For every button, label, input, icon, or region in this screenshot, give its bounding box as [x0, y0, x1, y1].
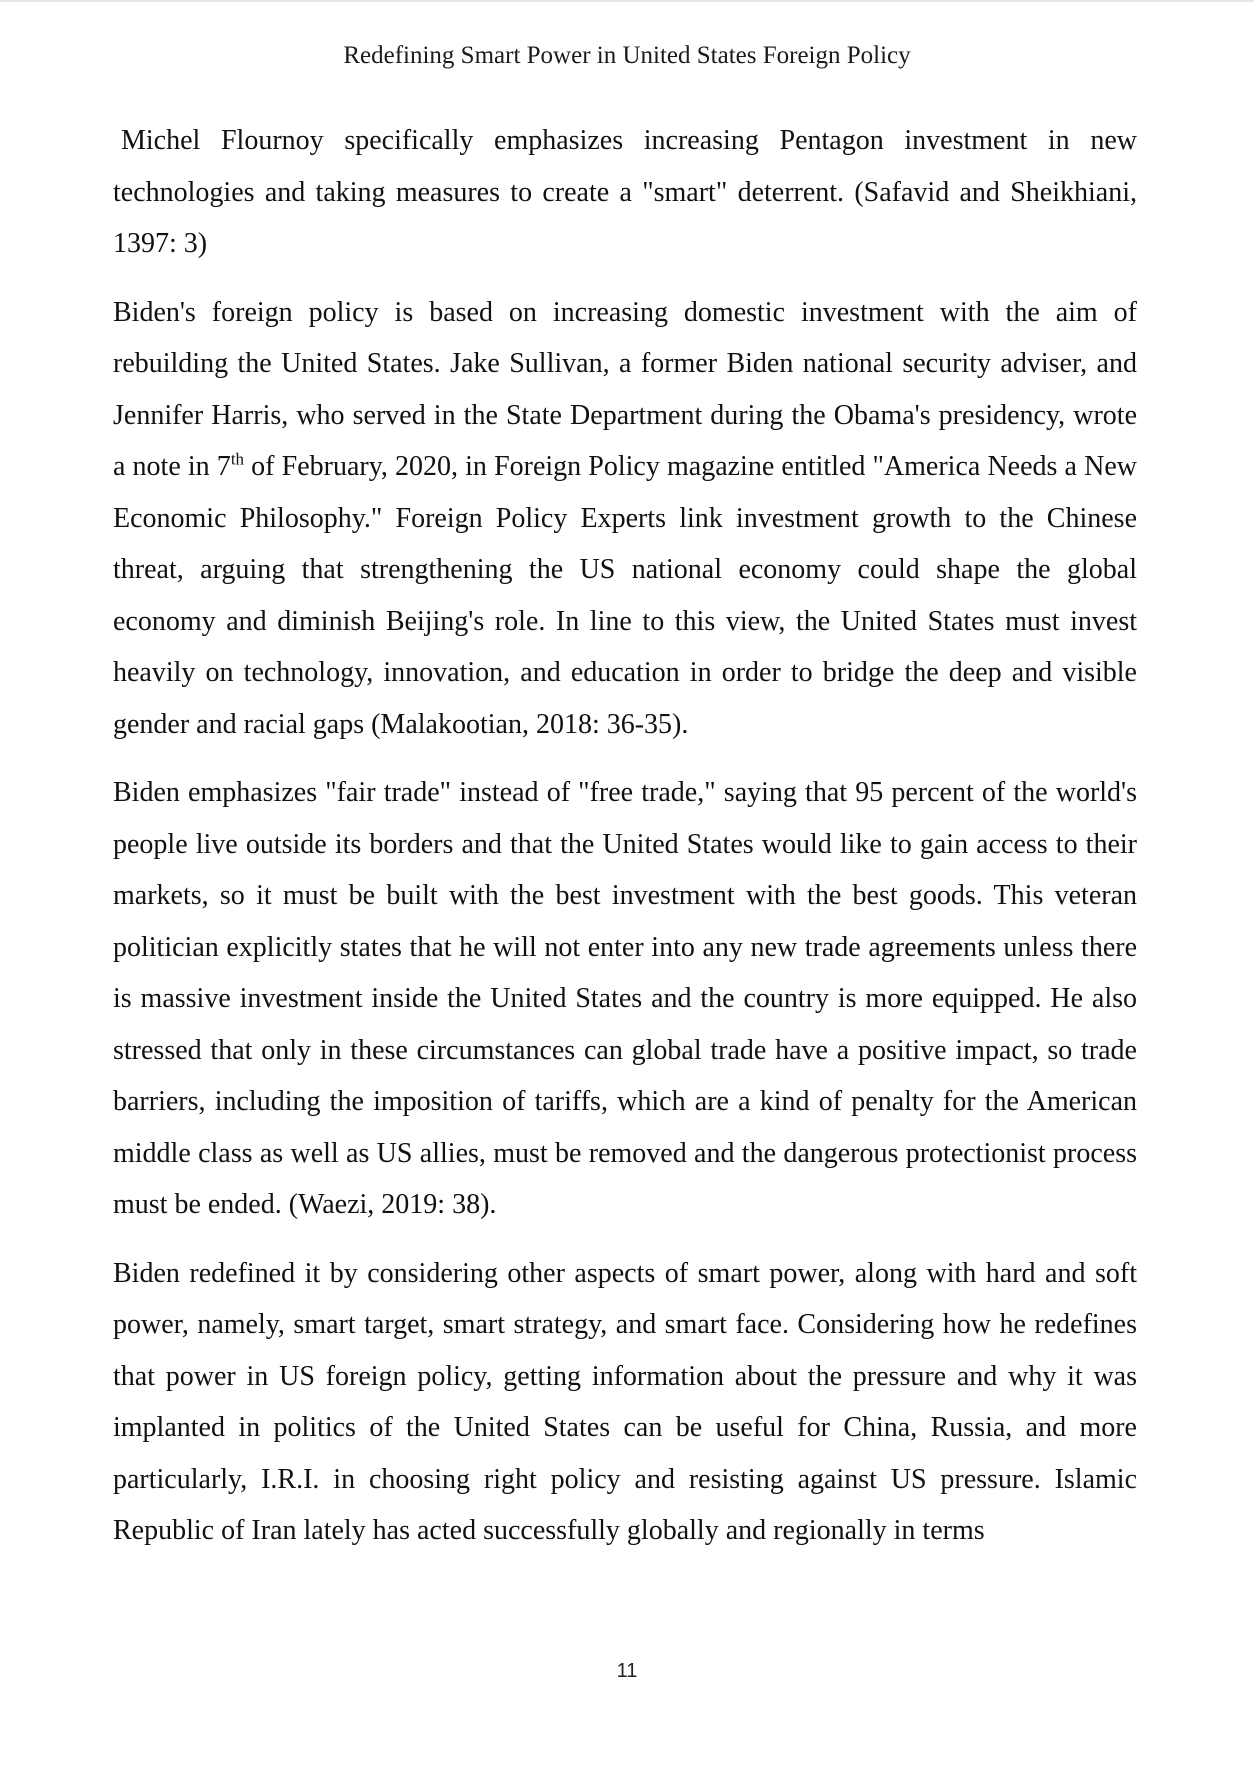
paragraph-fair-trade: Biden emphasizes "fair trade" instead of "free trade," saying that 95 percent of the world's people live outside its borders and that the United States would like to gain access to their markets, so it must be built with the best investment with the best goods. This veteran politician explicitly states that he will not enter into any new trade agreements unless there is massive investment inside the United States and the country is more equipped. He also stressed that only in these circumstances can global trade have a positive impact, so trade barriers, including the imposition of tariffs, which are a kind of penalty for the American middle class as well as US allies, must be removed and the dangerous protectionist process must be ended. (Waezi, 2019: 38).	[113, 777, 1137, 1220]
running-header-title: Redefining Smart Power in United States Foreign Policy	[343, 42, 911, 69]
page-number: 11	[616, 1660, 638, 1682]
paragraph-flournoy: Michel Flournoy specifically emphasizes increasing Pentagon investment in new technologies and taking measures to create a "smart" deterrent. (Safavid and Sheikhiani, 1397: 3)	[113, 125, 1137, 259]
paragraph-smart-power-redefined: Biden redefined it by considering other aspects of smart power, along with hard and soft power, namely, smart target, smart strategy, and smart face. Considering how he redefines that power in US foreign policy, getting information about the pressure and why it was implanted in politics of the United States can be useful for China, Russia, and more particularly, I.R.I. in choosing right policy and resisting against US pressure. Islamic Republic of Iran lately has acted successfully globally and regionally in terms	[113, 1257, 1137, 1546]
paragraph-text: Biden's foreign policy is based on increasing domestic investment with the aim of rebuilding the United States. Jake Sullivan, a former Biden national security adviser, and Jennifer Harris, who served in the State Department during the Obama's presidency, wrote a note in 7	[113, 296, 1137, 482]
paragraph-biden-domestic-investment	[113, 287, 1137, 751]
document-body	[113, 115, 1137, 1574]
page-top-edge	[0, 0, 1254, 2]
ordinal-superscript: th	[230, 449, 245, 469]
paragraph-text: of February, 2020, in Foreign Policy magazine entitled "America Needs a New Economic Philosophy." Foreign Policy Experts link investment growth to the Chinese threat, arguing that strengthening the US national economy could shape the global economy and diminish Beijing's role. In line to this view, the United States must invest heavily on technology, innovation, and education in order to bridge the deep and visible gender and racial gaps (Malakootian, 2018: 36-35).	[113, 451, 1137, 740]
